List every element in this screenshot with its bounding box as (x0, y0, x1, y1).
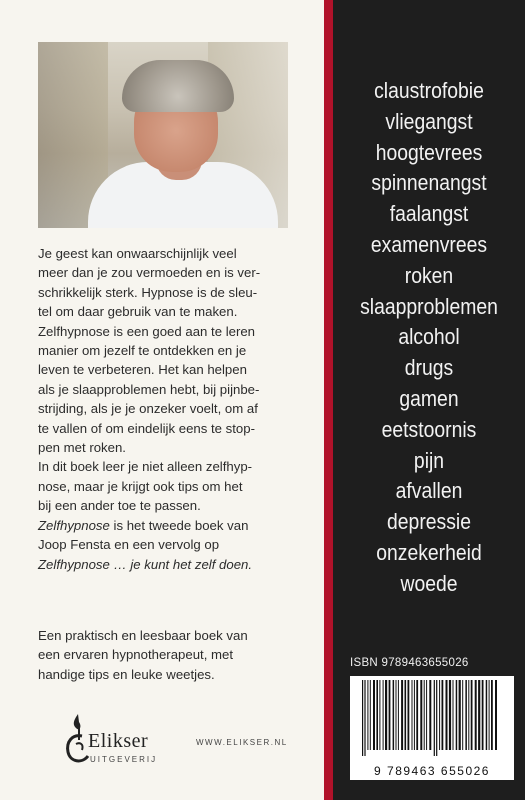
barcode-bar (379, 680, 380, 750)
barcode-bar (446, 680, 448, 750)
closing-line: handige tips en leuke weetjes. (38, 666, 215, 682)
closing-text (38, 626, 300, 684)
author-line (38, 516, 300, 535)
publisher-logo (62, 710, 182, 770)
barcode-bar (405, 680, 407, 750)
barcode-bar (434, 680, 435, 756)
topic-item: faalangst (389, 201, 469, 227)
closing-line: Een praktisch en leesbaar boek van (38, 628, 248, 643)
previous-book-title (38, 555, 300, 574)
author-photo (38, 42, 288, 228)
topic-item: onzekerheid (376, 539, 482, 565)
topic-item: gamen (399, 385, 459, 411)
barcode-bar (475, 680, 477, 750)
barcode-bar (478, 680, 480, 750)
blurb-line: bij een ander toe te passen. (38, 498, 201, 514)
barcode-bar (383, 680, 384, 750)
blurb-line: leven te verbeteren. Het kan helpen (38, 362, 247, 378)
blurb-line: te vallen of om eindelijk eens te stop- (38, 420, 255, 436)
barcode-bar (465, 680, 467, 750)
blurb-line: pen met roken. (38, 440, 126, 456)
barcode-bar (462, 680, 463, 750)
spine-accent (324, 0, 333, 800)
publisher-subtitle: UITGEVERIJ (90, 755, 158, 764)
topic-item: roken (404, 262, 454, 288)
barcode-bar (362, 680, 363, 756)
topic-item: spinnenangst (371, 170, 487, 196)
blurb-line: als je slaapproblemen hebt, bij pijnbe- (38, 381, 260, 397)
barcode-bar (393, 680, 395, 750)
blurb-line: manier om jezelf te ontdekken en je (38, 343, 247, 359)
barcode-bar (442, 680, 444, 750)
blurb-text (38, 244, 300, 574)
barcode-bar (468, 680, 469, 750)
topic-item: depressie (387, 509, 471, 535)
barcode-bar (401, 680, 403, 750)
barcode-bar (491, 680, 493, 750)
topic-item: hoogtevrees (375, 139, 483, 165)
barcode-bar (373, 680, 375, 750)
topic-list (333, 76, 525, 600)
topic-item: pijn (413, 447, 445, 473)
barcode-bar (416, 680, 418, 750)
author-line-2: Joop Fensta en een vervolg op (38, 537, 220, 553)
barcode-bar (385, 680, 387, 750)
barcode-bar (449, 680, 451, 750)
blurb-line: Je geest kan onwaarschijnlijk veel (38, 246, 237, 261)
barcode-bar (456, 680, 458, 750)
isbn-label: ISBN 9789463655026 (350, 657, 469, 669)
barcode-bar (412, 680, 413, 750)
topic-item: afvallen (395, 478, 463, 504)
barcode-bar (453, 680, 454, 750)
barcode-number: 9 789463 655026 (374, 764, 490, 778)
barcode-bar (482, 680, 484, 750)
topic-item: woede (400, 570, 458, 596)
barcode-bar (459, 680, 461, 750)
publisher-website: WWW.ELIKSER.NL (196, 738, 288, 747)
barcode-bar (396, 680, 397, 750)
barcode-bar (495, 680, 497, 750)
barcode-bar (367, 680, 368, 750)
publisher-name: Elikser (88, 730, 149, 752)
barcode-bar (439, 680, 440, 750)
barcode-bar (370, 680, 371, 750)
barcode-bars (360, 680, 504, 756)
barcode-bar (420, 680, 422, 750)
blurb-line: In dit boek leer je niet alleen zelfhyp- (38, 459, 253, 475)
blurb-line: tel om daar gebruik van te maken. (38, 304, 238, 320)
topic-item: vliegangst (385, 108, 473, 134)
topic-item: drugs (404, 355, 454, 381)
topic-item: claustrofobie (374, 78, 484, 103)
blurb-line: strijding, als je je onzeker voelt, om af (38, 401, 258, 417)
closing-line: een ervaren hypnotherapeut, met (38, 647, 234, 663)
topic-item: eetstoornis (381, 416, 477, 442)
barcode-bar (426, 680, 427, 750)
book-title: Zelfhypnose (38, 517, 110, 533)
barcode-bar (414, 680, 415, 750)
barcode-bar (429, 680, 431, 750)
barcode-bar (436, 680, 437, 756)
topic-item: examenvrees (370, 231, 488, 257)
barcode-bar (471, 680, 473, 750)
blurb-line: Zelfhypnose is een goed aan te leren (38, 323, 256, 339)
barcode-bar (408, 680, 410, 750)
barcode-bar (398, 680, 399, 750)
barcode-bar (364, 680, 365, 756)
barcode-bar (389, 680, 391, 750)
barcode (350, 676, 514, 780)
topic-item: alcohol (398, 324, 460, 350)
blurb-line: nose, maar je krijgt ook tips om het (38, 478, 243, 494)
barcode-bar (489, 680, 490, 750)
barcode-bar (486, 680, 488, 750)
author-line-rest: is het tweede boek van (109, 517, 249, 533)
blurb-line: schrikkelijk sterk. Hypnose is de sleu- (38, 284, 258, 300)
topic-item: slaapproblemen (360, 293, 498, 319)
barcode-bar (376, 680, 378, 750)
previous-book-title-text: Zelfhypnose … je kunt het zelf doen. (38, 556, 253, 572)
blurb-line: meer dan je zou vermoeden en is ver- (38, 265, 261, 281)
barcode-bar (424, 680, 425, 750)
